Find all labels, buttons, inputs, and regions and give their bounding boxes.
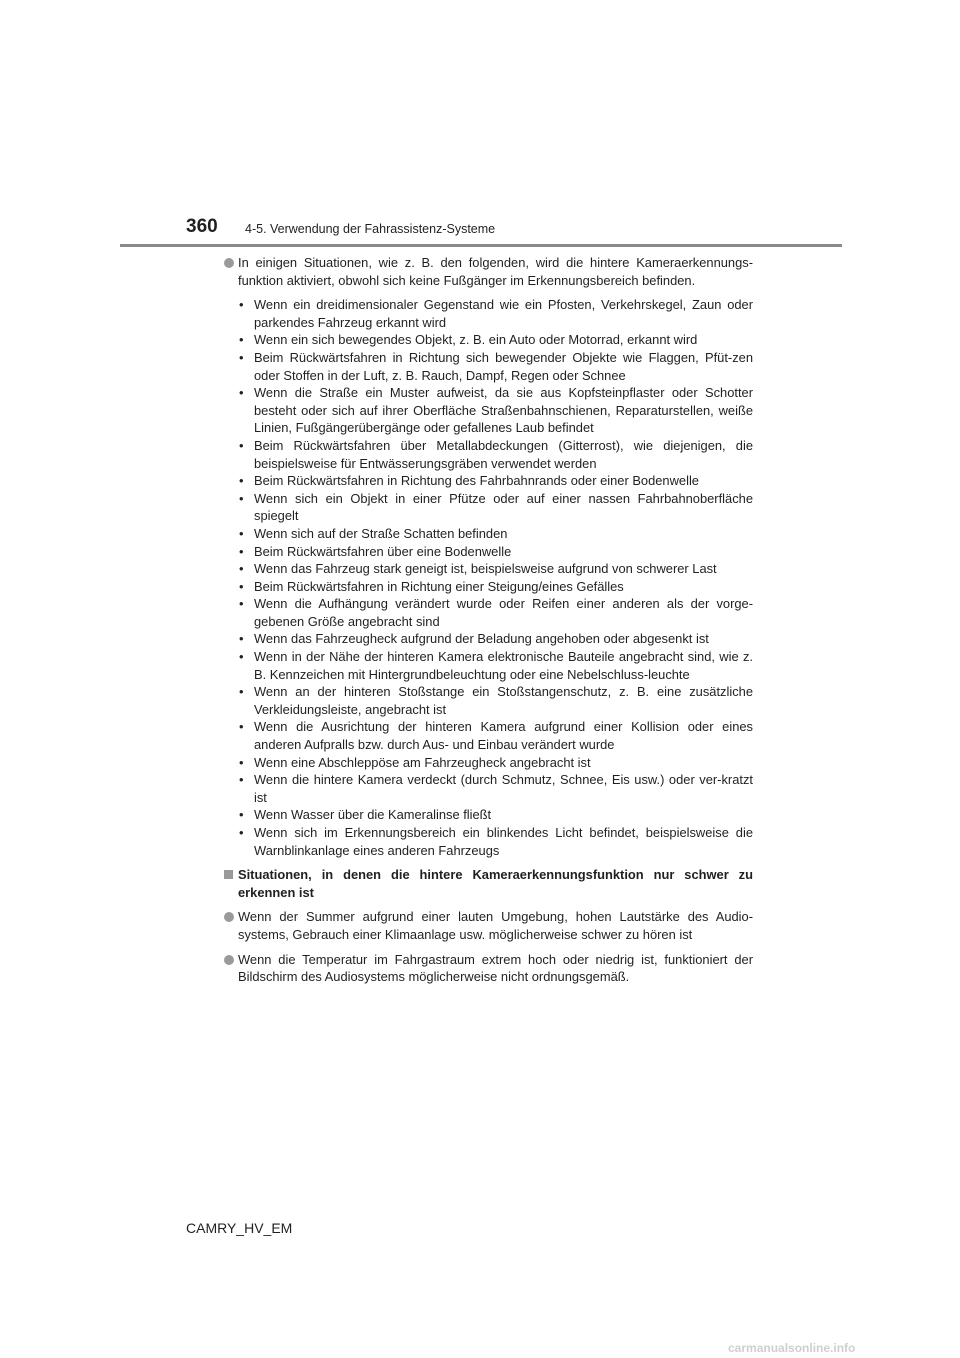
list-item: [238, 718, 753, 753]
small-bullet-icon: •: [239, 332, 244, 348]
small-bullet-icon: •: [239, 719, 244, 735]
list-item-text: Wenn sich im Erkennungsbereich ein blinkendes Licht befindet, beispielsweise die Warnblinkanlage eines anderen Fahrzeugs: [254, 825, 753, 858]
small-bullet-icon: •: [239, 297, 244, 313]
small-bullet-icon: •: [239, 525, 244, 541]
small-bullet-icon: •: [239, 437, 244, 453]
list-item: [238, 331, 753, 349]
round-bullet-icon: [224, 912, 234, 922]
content-body: [222, 254, 753, 986]
page-number: 360: [186, 216, 218, 237]
list-item: [238, 437, 753, 472]
round-bullet-icon: [224, 258, 234, 268]
list-item-text: Wenn eine Abschleppöse am Fahrzeugheck angebracht ist: [254, 754, 591, 770]
small-bullet-icon: •: [239, 473, 244, 489]
small-bullet-icon: •: [239, 543, 244, 559]
watermark: carmanualsonline.info: [728, 1341, 856, 1355]
small-bullet-icon: •: [239, 578, 244, 594]
list-item: [238, 595, 753, 630]
list-item-text: Wenn die Ausrichtung der hinteren Kamera aufgrund einer Kollision oder eines anderen Aufpralls bzw. durch Aus- und Einbau verändert wurde: [254, 719, 753, 753]
small-bullet-icon: •: [239, 490, 244, 506]
small-bullet-icon: •: [239, 684, 244, 700]
condition-list: [222, 296, 753, 859]
list-item-text: Beim Rückwärtsfahren in Richtung einer Steigung/eines Gefälles: [254, 578, 624, 594]
list-item: [238, 525, 753, 543]
small-bullet-icon: •: [239, 385, 244, 401]
section-paragraph-text: Wenn die Temperatur im Fahrgastraum extrem hoch oder niedrig ist, funktioniert der Bildschirm des Audiosystems möglicherweise nicht ordnungsgemäß.: [238, 951, 753, 985]
intro-paragraph: [222, 254, 753, 289]
list-item-text: Wenn sich auf der Straße Schatten befinden: [254, 525, 508, 541]
section-paragraph: [222, 951, 753, 986]
list-item: [238, 648, 753, 683]
list-item: [238, 543, 753, 561]
list-item: [238, 296, 753, 331]
section-heading-text: Situationen, in denen die hintere Kameraerkennungsfunktion nur schwer zu erkennen ist: [238, 867, 753, 900]
list-item-text: Wenn die Aufhängung verändert wurde oder Reifen einer anderen als der vorge-gebenen Größe angebracht sind: [254, 596, 753, 629]
small-bullet-icon: •: [239, 561, 244, 577]
small-bullet-icon: •: [239, 754, 244, 770]
header-rule: [120, 244, 842, 247]
list-item-text: Wenn die hintere Kamera verdeckt (durch Schmutz, Schnee, Eis usw.) oder ver-kratzt ist: [254, 772, 753, 805]
intro-text: In einigen Situationen, wie z. B. den folgenden, wird die hintere Kameraerkennungs-funktion aktiviert, obwohl sich keine Fußgänger im Erkennungsbereich befinden.: [238, 255, 753, 288]
list-item-text: Beim Rückwärtsfahren in Richtung des Fahrbahnrands oder einer Bodenwelle: [254, 473, 699, 489]
list-item: [238, 824, 753, 859]
document-code: CAMRY_HV_EM: [186, 1220, 293, 1236]
list-item-text: Wenn das Fahrzeug stark geneigt ist, beispielsweise aufgrund von schwerer Last: [254, 561, 717, 577]
list-item: [238, 754, 753, 772]
round-bullet-icon: [224, 955, 234, 965]
list-item-text: Wenn die Straße ein Muster aufweist, da sie aus Kopfsteinpflaster oder Schotter besteht oder sich auf ihrer Oberfläche Straßenbahnschienen, Reparaturstellen, weiße Linien, Fußgängerübergänge oder gefallenes Laub befindet: [254, 385, 753, 436]
section-title: 4-5. Verwendung der Fahrassistenz-Systeme: [245, 222, 496, 236]
list-item: [238, 384, 753, 437]
list-item-text: Wenn in der Nähe der hinteren Kamera elektronische Bauteile angebracht sind, wie z. B. Kennzeichen mit Hintergrundbeleuchtung oder eine Nebelschluss-leuchte: [254, 649, 753, 682]
list-item-text: Beim Rückwärtsfahren in Richtung sich bewegender Objekte wie Flaggen, Pfüt-zen oder Stoffen in der Luft, z. B. Rauch, Dampf, Regen oder Schnee: [254, 349, 753, 383]
list-item-text: Wenn an der hinteren Stoßstange ein Stoßstangenschutz, z. B. eine zusätzliche Verkleidungsleiste, angebracht ist: [254, 684, 753, 717]
small-bullet-icon: •: [239, 631, 244, 647]
small-bullet-icon: •: [239, 825, 244, 840]
list-item-text: Wenn sich ein Objekt in einer Pfütze oder auf einer nassen Fahrbahnoberfläche spiegelt: [254, 490, 753, 524]
list-item: [238, 490, 753, 525]
small-bullet-icon: •: [239, 349, 244, 365]
list-item-text: Beim Rückwärtsfahren über eine Bodenwelle: [254, 543, 512, 559]
list-item: [238, 630, 753, 648]
list-item: [238, 683, 753, 718]
list-item: [238, 578, 753, 596]
small-bullet-icon: •: [239, 772, 244, 788]
section-heading: [222, 866, 753, 901]
list-item: [238, 349, 753, 384]
list-item: [238, 806, 753, 824]
list-item-text: Wenn ein sich bewegendes Objekt, z. B. ein Auto oder Motorrad, erkannt wird: [254, 332, 698, 348]
section-paragraph-text: Wenn der Summer aufgrund einer lauten Umgebung, hohen Lautstärke des Audio-systems, Gebrauch einer Klimaanlage usw. möglicherweise schwer zu hören ist: [238, 909, 753, 942]
small-bullet-icon: •: [239, 649, 244, 665]
list-item: [238, 771, 753, 806]
list-item-text: Wenn das Fahrzeugheck aufgrund der Beladung angehoben oder abgesenkt ist: [254, 631, 709, 647]
square-bullet-icon: [224, 870, 233, 879]
small-bullet-icon: •: [239, 807, 244, 823]
small-bullet-icon: •: [239, 596, 244, 612]
list-item-text: Beim Rückwärtsfahren über Metallabdeckungen (Gitterrost), wie diejenigen, die beispielsweise für Entwässerungsgräben verwendet werden: [254, 437, 753, 471]
list-item: [238, 560, 753, 578]
list-item-text: Wenn ein dreidimensionaler Gegenstand wie ein Pfosten, Verkehrskegel, Zaun oder parkendes Fahrzeug erkannt wird: [254, 297, 753, 330]
section-paragraph: [222, 908, 753, 943]
list-item-text: Wenn Wasser über die Kameralinse fließt: [254, 807, 492, 823]
list-item: [238, 472, 753, 490]
